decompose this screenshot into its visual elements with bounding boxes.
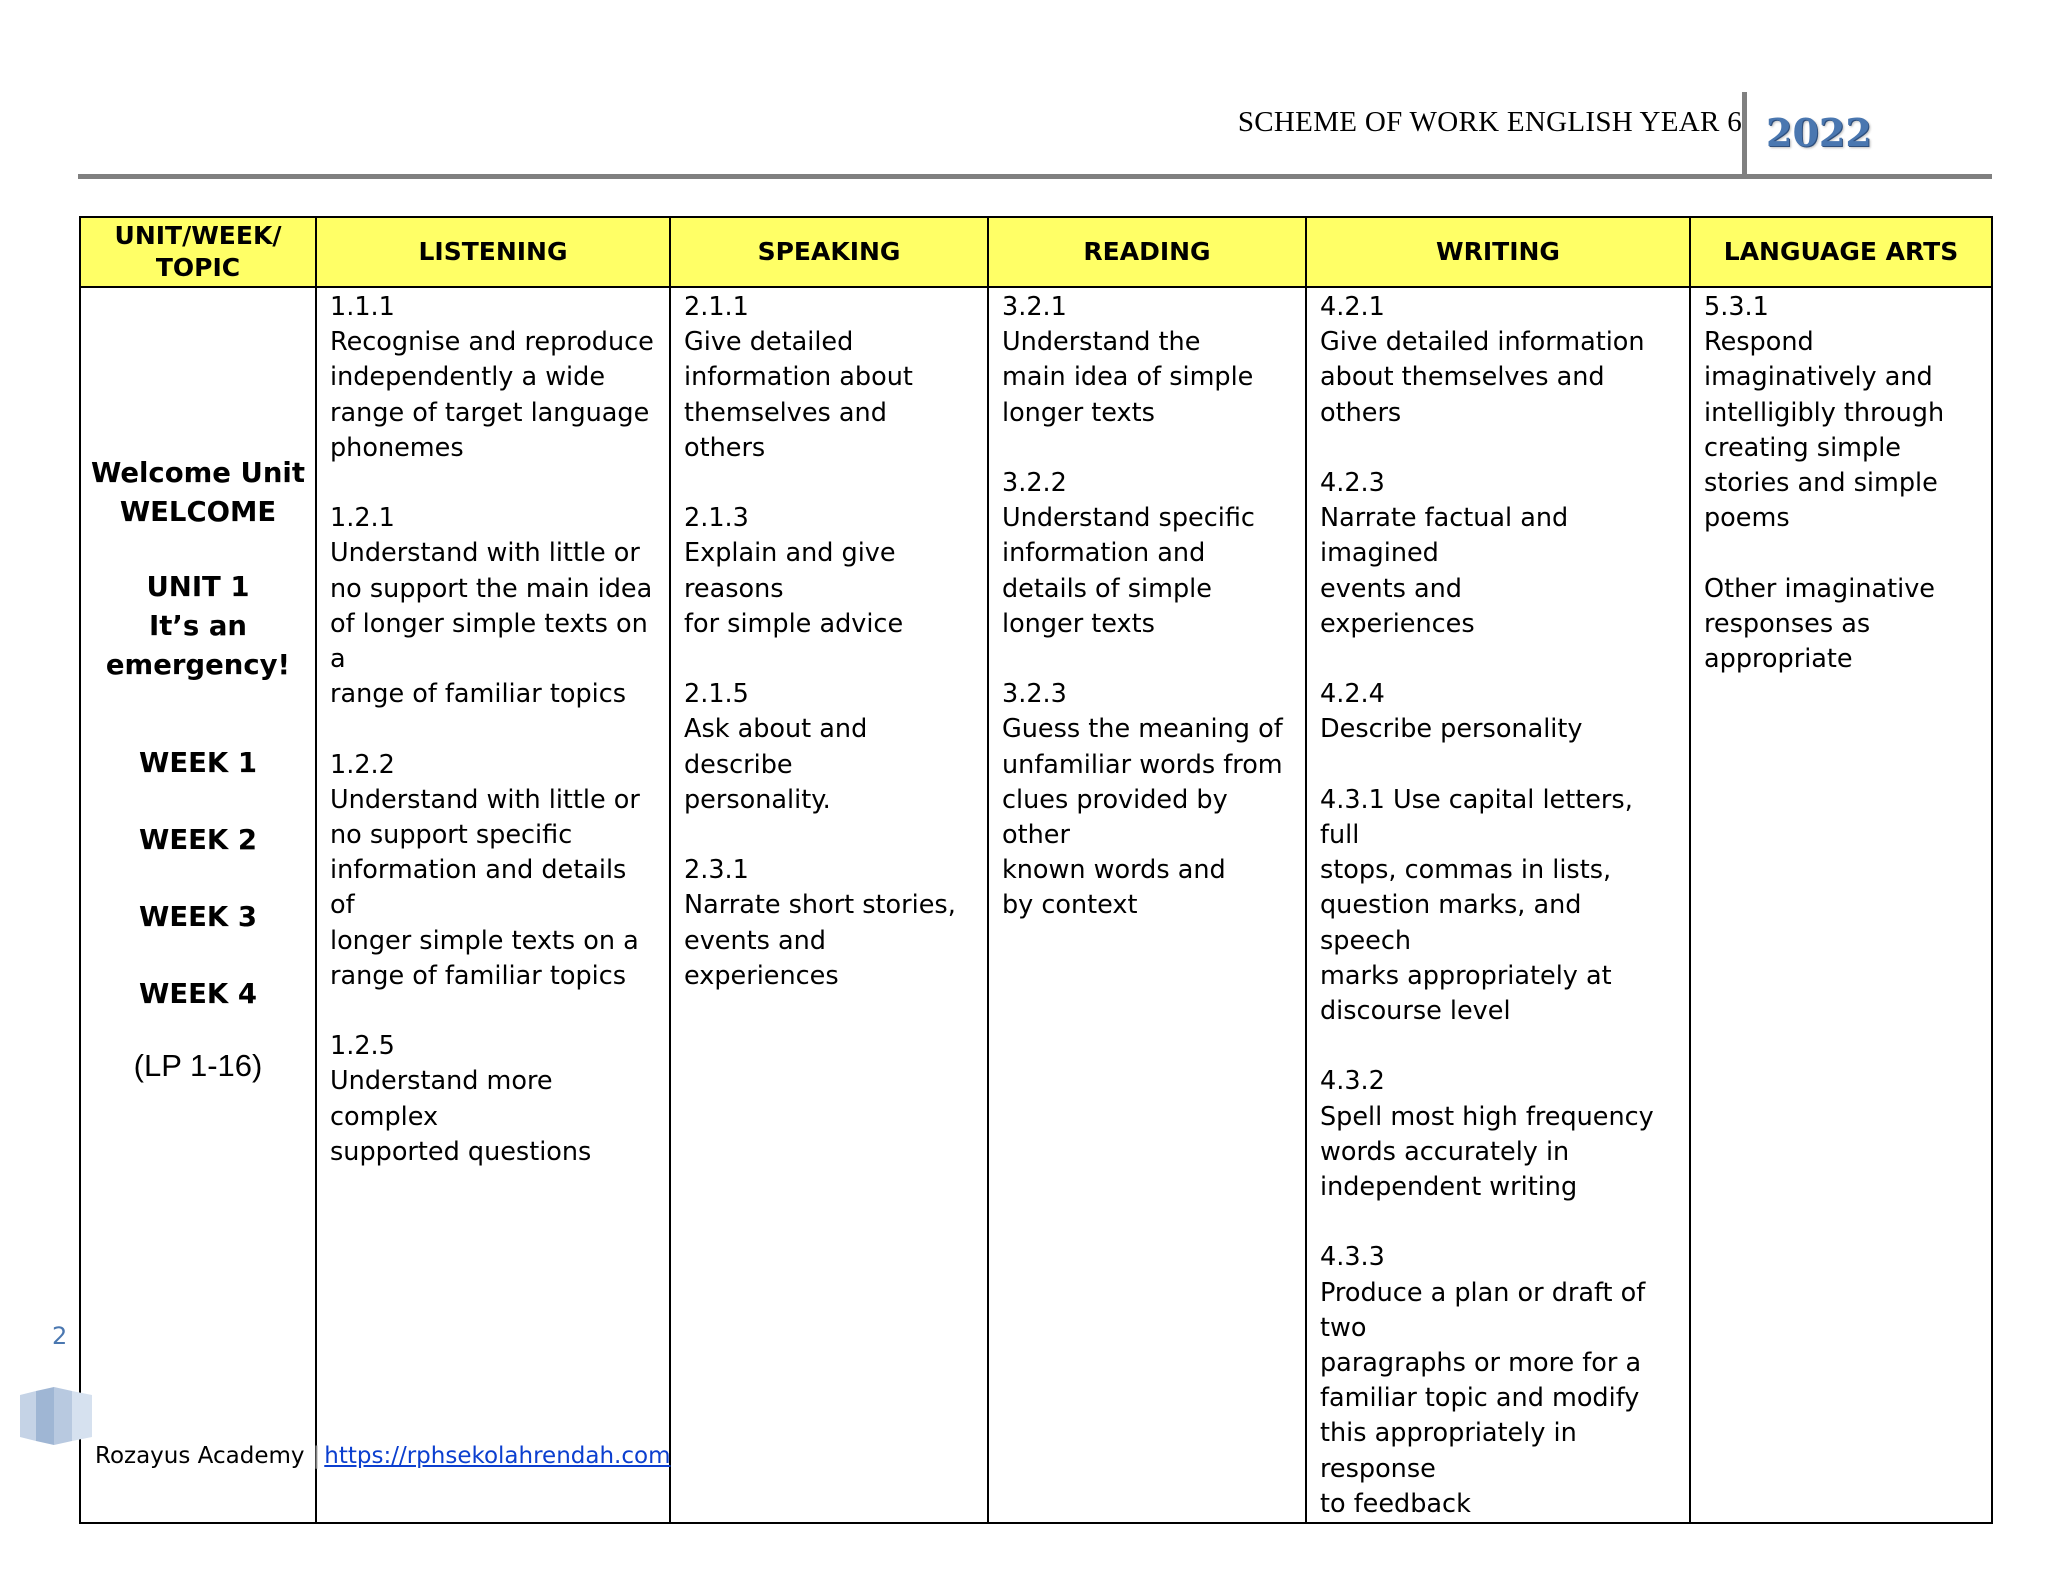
listening-cell [316,287,670,1523]
header-language-arts: LANGUAGE ARTS [1690,217,1992,287]
page-number: 2 [52,1322,68,1350]
language-arts-cell [1690,287,1992,1523]
standard-code: 4.2.3 [1320,468,1385,498]
standard-description: Ask about and describe personality. [684,714,868,815]
learning-standard [1002,677,1293,923]
standard-description: Understand more complex supported questions [330,1066,592,1167]
academy-logo-icon [18,1387,94,1445]
week-label: WEEK 1 [139,747,257,779]
learning-standard [330,748,657,994]
standard-code: 3.2.1 [1002,292,1067,322]
standard-code: 3.2.2 [1002,468,1067,498]
lesson-plan-range: (LP 1-16) [133,1048,263,1083]
learning-standard [1002,290,1293,431]
unit-topic-line2: emergency! [105,649,291,681]
document-year: 2022 [1766,110,1872,155]
page-header [78,92,1992,178]
learning-standard [1320,466,1677,642]
standard-description: Give detailed information about themselves and others [1320,327,1645,428]
learning-standard [330,501,657,712]
standard-code: 4.2.1 [1320,292,1385,322]
learning-standard [1002,466,1293,642]
standard-code: 2.3.1 [684,855,749,886]
unit-topic-line1: It’s an [149,610,247,642]
unit-number: UNIT 1 [146,571,250,603]
standard-description: Narrate factual and imagined events and experiences [1320,503,1569,639]
header-listening: LISTENING [316,217,670,287]
header-reading: READING [988,217,1306,287]
standard-description: Explain and give reasons for simple advice [684,538,904,639]
learning-standard [684,853,975,994]
standard-description: Understand specific information and details of simple longer texts [1002,503,1255,639]
learning-standard [1704,572,1979,678]
header-rule [78,174,1992,179]
footer-org: Rozayus Academy [95,1443,305,1469]
standard-code: 1.2.5 [330,1031,395,1062]
writing-cell [1306,287,1690,1523]
standard-description: Recognise and reproduce independently a wide range of target language phonemes [330,327,654,463]
standard-code: 1.1.1 [330,292,395,322]
header-speaking: SPEAKING [670,217,988,287]
standard-description: Spell most high frequency words accurately in independent writing [1320,1101,1654,1203]
week-label: WEEK 2 [139,824,257,856]
scheme-of-work-table [79,216,1993,1524]
unit-title: Welcome Unit [91,457,305,489]
standard-description: Other imaginative responses as appropriate [1704,573,1935,675]
learning-standard [684,290,975,466]
reading-cell [988,287,1306,1523]
learning-standard [684,677,975,818]
learning-standard [684,501,975,642]
standard-description: Understand with little or no support specific information and details of longer simple texts on a range of familiar topics [330,784,640,991]
learning-standard [1704,290,1979,536]
learning-standard [330,290,657,466]
standard-code: 4.2.4 [1320,679,1385,710]
footer-separator: | [312,1443,321,1469]
unit-topic [81,454,315,1085]
standard-description: 4.3.1 Use capital letters, full stops, commas in lists, question marks, and speech marks appropriately at discourse level [1320,784,1633,1027]
standard-code: 1.2.2 [330,749,395,780]
standard-code: 4.3.2 [1320,1066,1385,1097]
standard-code: 3.2.3 [1002,679,1067,710]
speaking-cell [670,287,988,1523]
footer-link[interactable]: https://rphsekolahrendah.com [324,1443,671,1469]
standard-code: 2.1.1 [684,292,749,322]
unit-subtitle: WELCOME [119,496,277,528]
standard-description: Describe personality [1320,714,1583,745]
learning-standard [1320,290,1677,431]
learning-standard [1320,677,1677,747]
header-writing: WRITING [1306,217,1690,287]
learning-standard [1320,1064,1677,1205]
standard-description: Produce a plan or draft of two paragraphs or more for a familiar topic and modify this appropriately in response to feedback [1320,1277,1646,1519]
standard-description: Guess the meaning of unfamiliar words from clues provided by other known words and by context [1002,714,1283,921]
standard-description: Understand the main idea of simple longer texts [1002,327,1254,428]
table-row [80,287,1992,1523]
learning-standard [1320,1240,1677,1522]
header-divider [1742,92,1747,174]
standard-code: 2.1.3 [684,503,749,534]
footer [95,1443,671,1469]
learning-standard [1320,783,1677,1029]
standard-code: 5.3.1 [1704,292,1769,322]
standard-description: Narrate short stories, events and experiences [684,890,956,991]
unit-cell [80,287,316,1523]
standard-description: Respond imaginatively and intelligibly through creating simple stories and simple poems [1704,327,1945,534]
table-header-row [80,217,1992,287]
learning-standard [330,1029,657,1170]
standard-code: 1.2.1 [330,503,395,534]
document-title: SCHEME OF WORK ENGLISH YEAR 6 [1237,106,1742,138]
standard-code: 4.3.3 [1320,1242,1385,1273]
standard-description: Give detailed information about themselves and others [684,327,913,463]
standard-code: 2.1.5 [684,679,749,710]
week-label: WEEK 3 [139,901,257,933]
header-unit-week-topic: UNIT/WEEK/ TOPIC [80,217,316,287]
week-label: WEEK 4 [139,978,257,1010]
standard-description: Understand with little or no support the main idea of longer simple texts on a range of familiar topics [330,538,653,710]
